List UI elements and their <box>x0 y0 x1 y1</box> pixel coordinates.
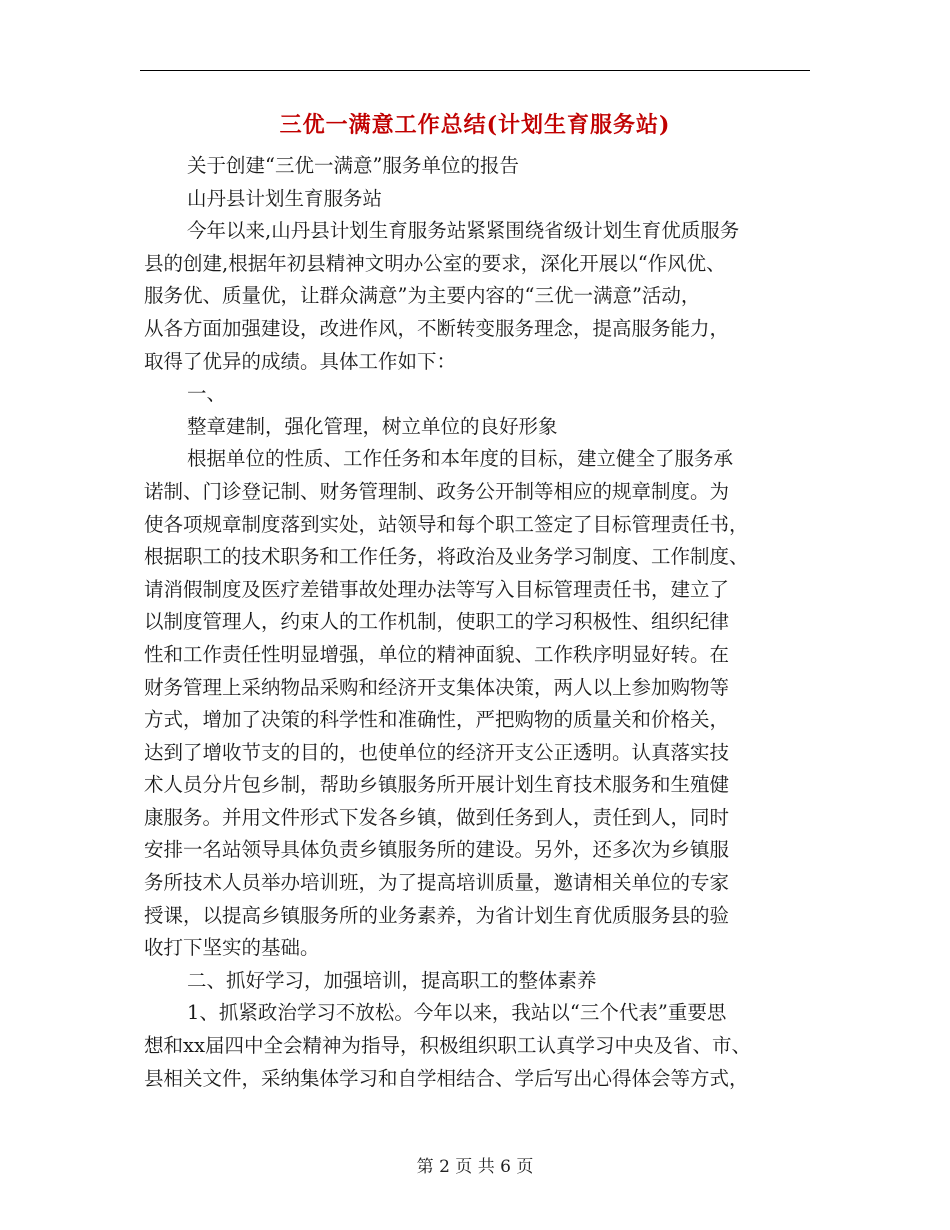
text-line: 一、 <box>187 382 227 406</box>
document-title: 三优一满意工作总结(计划生育服务站) <box>279 112 671 138</box>
header-rule <box>140 70 810 71</box>
text-line: 整章建制，强化管理，树立单位的良好形象 <box>187 414 558 438</box>
text-line: 从各方面加强建设，改进作风，不断转变服务理念，提高服务能力， <box>144 316 730 340</box>
text-line: 县的创建,根据年初县精神文明办公室的要求，深化开展以“作风优、 <box>144 251 726 275</box>
text-line: 方式，增加了决策的科学性和准确性，严把购物的质量关和价格关， <box>144 708 730 732</box>
text-line: 务所技术人员举办培训班，为了提高培训质量，邀请相关单位的专家 <box>144 871 730 895</box>
text-line: 诺制、门诊登记制、财务管理制、政务公开制等相应的规章制度。为 <box>144 479 730 503</box>
document-body <box>144 150 810 1095</box>
text-line: 康服务。并用文件形式下发各乡镇，做到任务到人，责任到人，同时 <box>144 805 730 829</box>
text-line: 今年以来,山丹县计划生育服务站紧紧围绕省级计划生育优质服务 <box>187 219 740 243</box>
text-line: 服务优、质量优，让群众满意”为主要内容的“三优一满意”活动， <box>144 284 701 308</box>
text-line: 关于创建“三优一满意”服务单位的报告 <box>187 154 519 177</box>
text-line: 财务管理上采纳物品采购和经济开支集体决策，两人以上参加购物等 <box>144 675 730 699</box>
text-line: 1、抓紧政治学习不放松。今年以来，我站以“三个代表”重要思 <box>187 1001 727 1025</box>
text-line: 收打下坚实的基础。 <box>144 936 320 960</box>
text-line: 性和工作责任性明显增强，单位的精神面貌、工作秩序明显好转。在 <box>144 642 730 666</box>
text-line: 以制度管理人，约束人的工作机制，使职工的学习积极性、组织纪律 <box>144 610 730 634</box>
text-line: 使各项规章制度落到实处，站领导和每个职工签定了目标管理责任书， <box>144 512 749 536</box>
text-line: 授课，以提高乡镇服务所的业务素养，为省计划生育优质服务县的验 <box>144 903 730 927</box>
text-line: 山丹县计划生育服务站 <box>187 186 383 210</box>
text-line: 术人员分片包乡制，帮助乡镇服务所开展计划生育技术服务和生殖健 <box>144 773 730 797</box>
text-line: 取得了优异的成绩。具体工作如下： <box>144 349 457 373</box>
text-line: 达到了增收节支的目的，也使单位的经济开支公正透明。认真落实技 <box>144 740 730 764</box>
text-line: 安排一名站领导具体负责乡镇服务所的建设。另外，还多次为乡镇服 <box>144 838 730 862</box>
text-line: 请消假制度及医疗差错事故处理办法等写入目标管理责任书，建立了 <box>144 577 730 601</box>
text-line: 二、抓好学习，加强培训，提高职工的整体素养 <box>187 968 597 992</box>
text-line: 根据单位的性质、工作任务和本年度的目标，建立健全了服务承 <box>187 447 734 471</box>
text-line: 县相关文件，采纳集体学习和自学相结合、学后写出心得体会等方式， <box>144 1066 749 1090</box>
text-line: 想和xx届四中全会精神为指导，积极组织职工认真学习中央及省、市、 <box>144 1034 751 1058</box>
page-footer: 第 2 页 共 6 页 <box>416 1157 534 1177</box>
text-line: 根据职工的技术职务和工作任务，将政治及业务学习制度、工作制度、 <box>144 545 749 569</box>
